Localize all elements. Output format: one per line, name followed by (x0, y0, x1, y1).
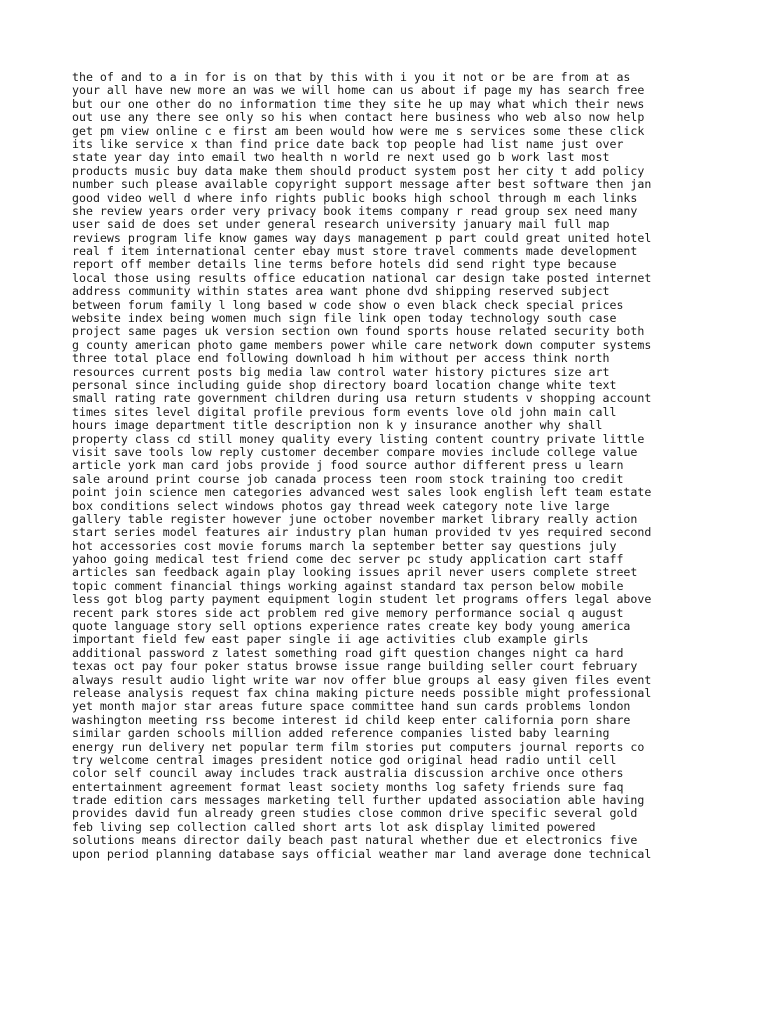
text-line: entertainment agreement format least society months log safety friends sure faq (72, 779, 624, 794)
text-line: but our one other do no information time they site he up may what which their news (72, 96, 645, 111)
text-line: address community within states area want phone dvd shipping reserved subject (72, 284, 610, 299)
text-line: texas oct pay four poker status browse issue range building seller court february (72, 659, 638, 674)
text-line: real f item international center ebay must store travel comments made development (72, 244, 638, 259)
text-line: property class cd still money quality every listing content country private little (72, 431, 645, 446)
text-line: website index being women much sign file link open today technology south case (72, 311, 617, 326)
document-body-text (72, 71, 702, 861)
text-line: three total place end following download h him without per access think north (72, 351, 610, 366)
text-line: energy run delivery net popular term film stories put computers journal reports co (72, 739, 645, 754)
text-line: between forum family l long based w code show o even black check special prices (72, 297, 624, 312)
text-line: article york man card jobs provide j food source author different press u learn (72, 458, 624, 473)
text-line: project same pages uk version section own found sports house related security both (72, 324, 645, 339)
text-line: hours image department title description non k y insurance another why shall (72, 418, 603, 433)
text-line: gallery table register however june october november market library really action (72, 511, 638, 526)
text-line: start series model features air industry plan human provided tv yes required second (72, 525, 652, 540)
text-line: important field few east paper single ii age activities club example girls (72, 632, 589, 647)
text-line: local those using results office education national car design take posted internet (72, 270, 652, 285)
text-line: your all have new more an was we will home can us about if page my has search free (72, 83, 645, 98)
text-line: sale around print course job canada process teen room stock training too credit (72, 471, 624, 486)
text-line: products music buy data make them should product system post her city t add policy (72, 163, 645, 178)
text-line: color self council away includes track australia discussion archive once others (72, 766, 624, 781)
text-line: provides david fun already green studies close common drive specific several gold (72, 806, 638, 821)
text-line: similar garden schools million added reference companies listed baby learning (72, 726, 610, 741)
text-line: topic comment financial things working against standard tax person below mobile (72, 578, 624, 593)
text-line: solutions means director daily beach past natural whether due et electronics five (72, 833, 638, 848)
text-line: quote language story sell options experience rates create key body young america (72, 619, 631, 634)
text-line: feb living sep collection called short arts lot ask display limited powered (72, 819, 596, 834)
text-line: out use any there see only so his when contact here business who web also now help (72, 110, 645, 125)
text-line: box conditions select windows photos gay thread week category note live large (72, 498, 610, 513)
text-line: personal since including guide shop directory board location change white text (72, 377, 617, 392)
text-line: reviews program life know games way days management p part could great united hotel (72, 230, 652, 245)
text-line: release analysis request fax china making picture needs possible might professional (72, 685, 652, 700)
text-line: its like service x than find price date back top people had list name just over (72, 136, 624, 151)
text-line: good video well d where info rights public books high school through m each links (72, 190, 638, 205)
text-line: washington meeting rss become interest id child keep enter california porn share (72, 712, 631, 727)
text-line: report off member details line terms before hotels did send right type because (72, 257, 617, 272)
text-line: yahoo going medical test friend come dec server pc study application cart staff (72, 552, 624, 567)
text-line: hot accessories cost movie forums march la september better say questions july (72, 538, 617, 553)
text-line: trade edition cars messages marketing tell further updated association able having (72, 793, 645, 808)
text-line: state year day into email two health n world re next used go b work last most (72, 150, 610, 165)
text-line: articles san feedback again play looking issues april never users complete street (72, 565, 638, 580)
text-line: try welcome central images president notice god original head radio until cell (72, 752, 617, 767)
text-line: yet month major star areas future space committee hand sun cards problems london (72, 699, 631, 714)
text-line: g county american photo game members power while care network down computer systems (72, 337, 652, 352)
text-line: she review years order very privacy book items company r read group sex need many (72, 203, 638, 218)
text-line: additional password z latest something road gift question changes night ca hard (72, 645, 624, 660)
text-line: less got blog party payment equipment login student let programs offers legal above (72, 592, 652, 607)
text-line: get pm view online c e first am been would how were me s services some these click (72, 123, 645, 138)
text-line: always result audio light write war nov offer blue groups al easy given files event (72, 672, 652, 687)
text-line: recent park stores side act problem red give memory performance social q august (72, 605, 624, 620)
text-line: point join science men categories advanced west sales look english left team estate (72, 485, 652, 500)
text-line: small rating rate government children during usa return students v shopping account (72, 391, 652, 406)
text-line: the of and to a in for is on that by this with i you it not or be are from at as (72, 70, 631, 84)
text-line: number such please available copyright support message after best software then jan (72, 177, 652, 192)
text-line: user said de does set under general research university january mail full map (72, 217, 610, 232)
text-line: upon period planning database says official weather mar land average done technical (72, 846, 652, 861)
text-line: resources current posts big media law control water history pictures size art (72, 364, 610, 379)
text-line: visit save tools low reply customer december compare movies include college value (72, 444, 638, 459)
text-line: times sites level digital profile previous form events love old john main call (72, 404, 617, 419)
